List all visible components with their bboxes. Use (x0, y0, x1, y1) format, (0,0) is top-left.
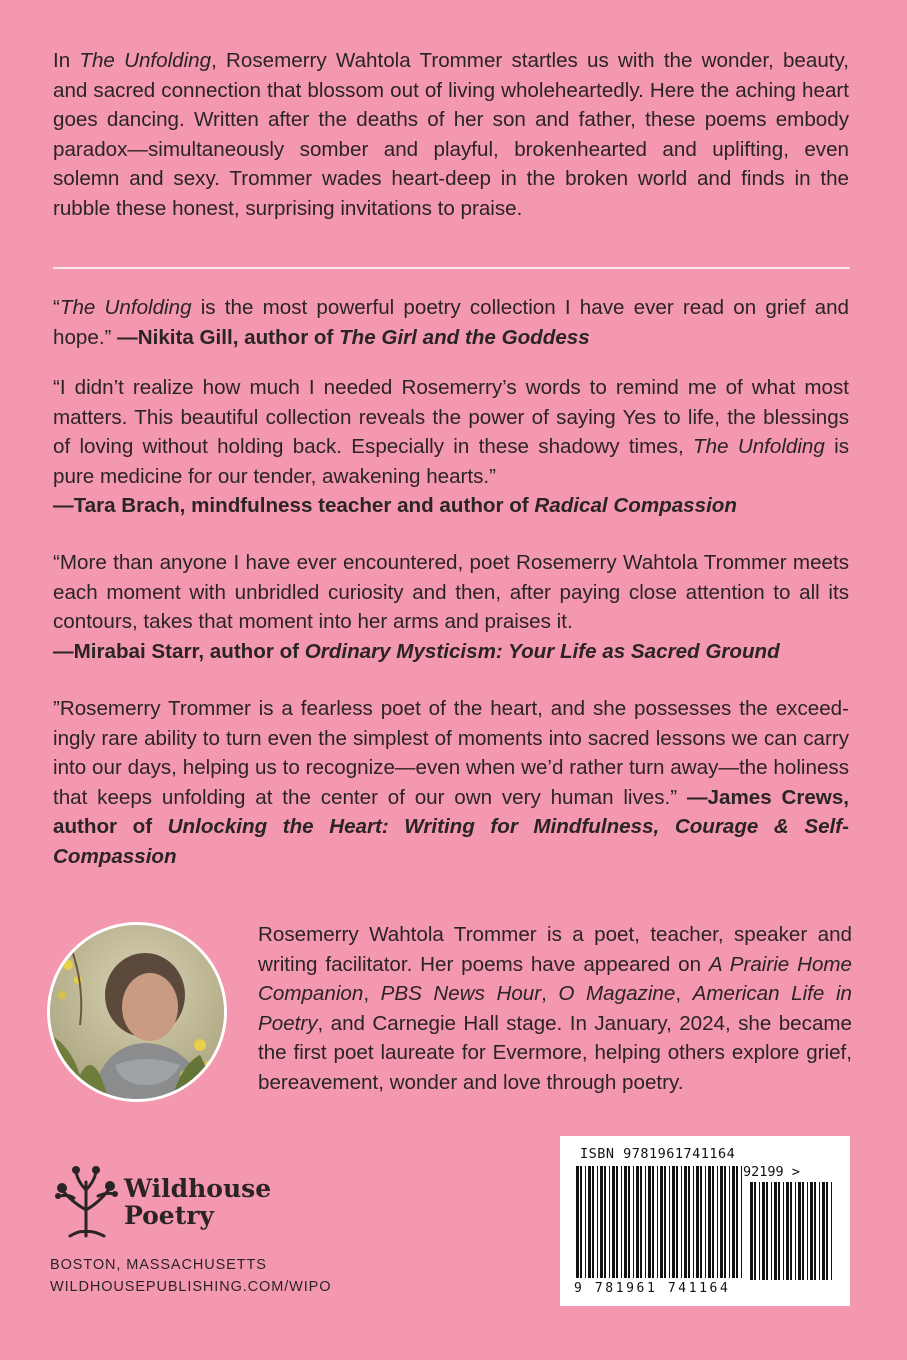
blurb-title: The Unfolding (693, 435, 825, 459)
blurb-title: The Unfolding (59, 296, 192, 319)
barcode-bar (604, 1166, 606, 1278)
barcode-bar (636, 1166, 639, 1278)
barcode-bar (795, 1182, 796, 1280)
barcode-bar (660, 1166, 663, 1278)
bio-text: , and Carnegie Hall stage. In January, 2024, she became the first poet laureate for Evermore, helping others explore grief, bereavement, wonder and love through poetry. (258, 1011, 852, 1094)
blurb-starr (53, 548, 849, 666)
blurb-attribution: —Tara Brach, mindfulness teacher and author of (53, 494, 535, 518)
publisher-city: BOSTON, MASSACHUSETTS (50, 1257, 267, 1273)
barcode-bar (576, 1166, 579, 1278)
barcode-bars-addon (750, 1182, 836, 1280)
barcode (560, 1136, 850, 1306)
blurb-quote: is pure medicine for our tender, awakening hearts.” (53, 435, 850, 488)
barcode-bar (640, 1166, 642, 1278)
barcode-bar (597, 1166, 598, 1278)
barcode-bars-ean (576, 1166, 744, 1286)
barcode-bar (741, 1166, 742, 1278)
barcode-bar (750, 1182, 753, 1280)
blurb-work: Ordinary Mysticism: Your Life as Sacred Ground (304, 639, 780, 663)
barcode-bar (720, 1166, 723, 1278)
barcode-bar (621, 1166, 622, 1278)
barcode-bar (771, 1182, 772, 1280)
book-description (53, 46, 849, 224)
description-title: The Unfolding (79, 49, 212, 72)
barcode-bar (672, 1166, 675, 1278)
barcode-bar (831, 1182, 832, 1280)
bio-venue: A Prairie Home Companion (258, 952, 853, 1006)
barcode-bar (822, 1182, 825, 1280)
barcode-bar (729, 1166, 730, 1278)
bio-separator: , (541, 982, 559, 1006)
blurb-work: Unlocking the Heart: Writing for Mindfulness, Courage & Self-Compassion (53, 815, 849, 868)
barcode-bar (705, 1166, 706, 1278)
barcode-bar (633, 1166, 634, 1278)
barcode-bar (696, 1166, 699, 1278)
barcode-bar (819, 1182, 820, 1280)
blurb-attribution: —Mirabai Starr, author of (53, 639, 305, 663)
blurb-work: Radical Compassion (534, 494, 737, 518)
barcode-bar (712, 1166, 714, 1278)
bio-separator: , (675, 982, 693, 1006)
barcode-bar (826, 1182, 828, 1280)
blurb-quote: “More than anyone I have ever encountered, poet Rosemerry Wahtola Trommer meets each moment with unbridled curiosity and then, after paying close attention to all its contours, takes that moment into her arms and praises it. (53, 551, 849, 634)
barcode-bar (684, 1166, 687, 1278)
isbn-label: ISBN 9781961741164 (580, 1146, 736, 1162)
barcode-bar (783, 1182, 784, 1280)
bio-venue: O Magazine (558, 982, 676, 1006)
barcode-bar (754, 1182, 756, 1280)
barcode-bar (624, 1166, 627, 1278)
blurb-open-quote: “ (53, 296, 60, 319)
barcode-bar (724, 1166, 726, 1278)
barcode-bar (774, 1182, 777, 1280)
divider (53, 267, 850, 269)
barcode-bar (814, 1182, 816, 1280)
bio-venue: PBS News Hour (380, 982, 542, 1006)
publisher-name-line1: Wildhouse (124, 1174, 272, 1203)
barcode-bar (600, 1166, 603, 1278)
barcode-bar (708, 1166, 711, 1278)
author-photo (47, 922, 227, 1102)
author-photo-illustration (50, 925, 227, 1102)
barcode-bar (681, 1166, 682, 1278)
description-lead: In (53, 49, 80, 72)
blurb-work: The Girl and the Goddess (339, 325, 590, 349)
author-bio (258, 920, 852, 1098)
barcode-bar (669, 1166, 670, 1278)
barcode-bar (592, 1166, 594, 1278)
barcode-bar (802, 1182, 804, 1280)
bio-text: Rosemerry Wahtola Trommer is a poet, teacher, speaker and writing facilitator. Her poems have appeared on (258, 923, 852, 976)
barcode-bar (645, 1166, 646, 1278)
barcode-bar (693, 1166, 694, 1278)
barcode-bar (732, 1166, 735, 1278)
blurb-crews (53, 694, 849, 872)
barcode-bar (616, 1166, 618, 1278)
barcode-bar (790, 1182, 792, 1280)
barcode-bar (580, 1166, 582, 1278)
publisher-url[interactable]: WILDHOUSEPUBLISHING.COM/WIPO (50, 1279, 332, 1295)
barcode-bar (736, 1166, 738, 1278)
barcode-bar (628, 1166, 630, 1278)
barcode-bar (807, 1182, 808, 1280)
barcode-bar (766, 1182, 768, 1280)
barcode-bar (688, 1166, 690, 1278)
price-code: 92199 > (743, 1164, 800, 1180)
barcode-bar (676, 1166, 678, 1278)
isbn-digits: 9 781961 741164 (574, 1281, 731, 1296)
bio-separator: , (363, 982, 381, 1006)
barcode-bar (585, 1166, 586, 1278)
barcode-bar (778, 1182, 780, 1280)
barcode-bar (700, 1166, 702, 1278)
blurb-brach (53, 373, 849, 521)
barcode-bar (786, 1182, 789, 1280)
barcode-bar (810, 1182, 813, 1280)
blurb-gill (53, 293, 849, 352)
barcode-bar (717, 1166, 718, 1278)
barcode-bar (609, 1166, 610, 1278)
blurb-attribution: —James Crews, author of (53, 785, 849, 839)
blurb-quote: “I didn’t realize how much I needed Rosemerry’s words to remind me of what most matters. This beautiful collection reveals the power of saying Yes to life, the blessings of loving without holding back. Especially in these shadowy times, (53, 376, 849, 459)
blurb-attribution: —Nikita Gill, author of (117, 325, 340, 349)
barcode-bar (612, 1166, 615, 1278)
barcode-bar (588, 1166, 591, 1278)
barcode-bar (652, 1166, 654, 1278)
blurb-quote: is the most powerful poetry collection I have ever read on grief and hope.” (53, 296, 849, 349)
barcode-bar (657, 1166, 658, 1278)
publisher-name-line2: Poetry (124, 1201, 214, 1230)
barcode-bar (759, 1182, 760, 1280)
tree-with-birds-icon (50, 1160, 120, 1238)
barcode-bar (762, 1182, 765, 1280)
barcode-bar (648, 1166, 651, 1278)
publisher-name (124, 1175, 271, 1229)
barcode-bar (664, 1166, 666, 1278)
description-text: , Rosemerry Wahtola Trommer startles us with the wonder, beauty, and sacred connection that blossom out of living wholeheartedly. Here the aching heart goes dancing. Written after the deaths of her son and father, these poems embody paradox—simultaneously somber and playful, brokenhearted and uplifting, even solemn and sexy. Trommer wades heart-deep in the broken world and finds in the rubble these honest, surprising invitations to praise. (53, 49, 850, 220)
barcode-bar (798, 1182, 801, 1280)
blurb-quote: ”Rosemerry Trommer is a fearless poet of the heart, and she possesses the exceedingly rare ability to turn even the simplest of moments into sacred lessons we can carry into our days, helping us to recognize—even when we’d rather turn away—the holiness that keeps unfolding at the center of our own very human lives.” (53, 697, 849, 809)
bio-venue: American Life in Poetry (258, 982, 852, 1035)
